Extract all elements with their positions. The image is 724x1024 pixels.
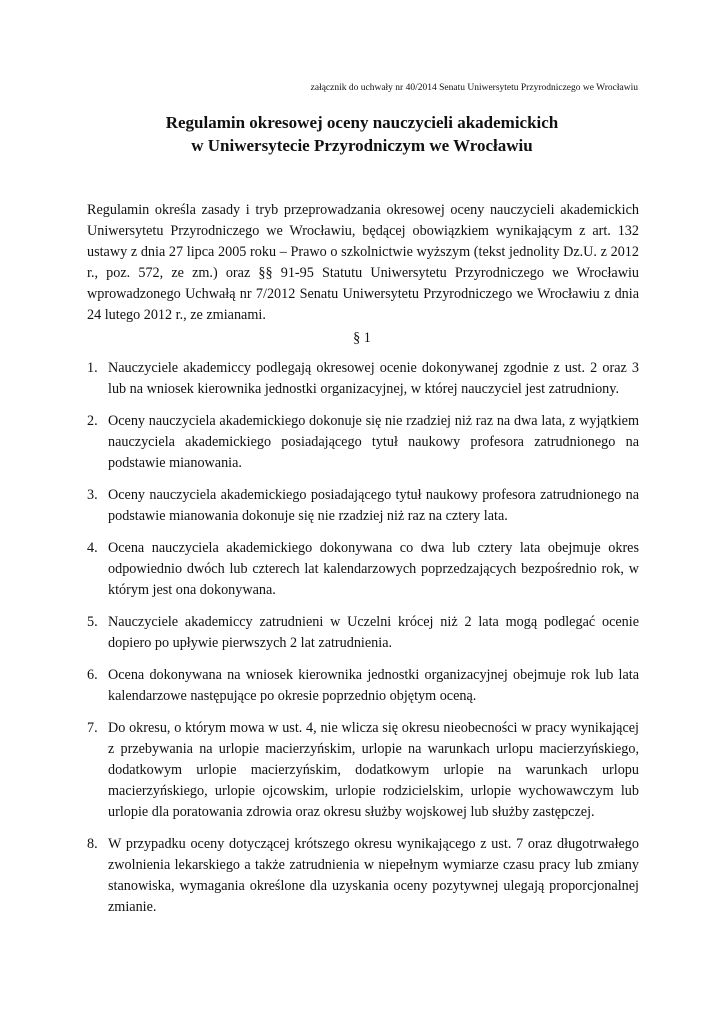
list-item [87,834,639,918]
paragraph-mark: § 1 [353,330,371,346]
item-text: Ocena nauczyciela akademickiego dokonywana co dwa lub cztery lata obejmuje okres odpowiednio dwóch lub czterech lat kalendarzowych poprzedzających bezpośrednio rok, w którym jest ona dokonywana. [108,540,639,598]
item-number: 7. [87,720,98,736]
item-text: W przypadku oceny dotyczącej krótszego okresu wynikającego z ust. 7 oraz długotrwałego zwolnienia lekarskiego a także zatrudnienia w niepełnym wymiarze czasu pracy lub zmiany stanowiska, wymagania określone dla uzyskania oceny pozytywnej ulegają proporcjonalnej zmianie. [108,836,639,915]
item-number: 3. [87,487,98,503]
item-text: Oceny nauczyciela akademickiego posiadającego tytuł naukowy profesora zatrudnionego na podstawie mianowania dokonuje się nie rzadziej niż raz na cztery lata. [108,487,639,524]
item-text: Do okresu, o którym mowa w ust. 4, nie wlicza się okresu nieobecności w pracy wynikającej z przebywania na urlopie macierzyńskim, urlopie na warunkach urlopu macierzyńskiego, dodatkowym urlopie macierzyńskim, dodatkowym urlopie na warunkach urlopu macierzyńskiego, urlopie ojcowskim, urlopie rodzicielskim, urlopie wychowawczym lub urlopie dla poratowania zdrowia oraz okresu służby wojskowej lub służby zastępczej. [108,720,639,820]
list-item [87,411,639,474]
item-number: 4. [87,540,98,556]
list-item [87,485,639,527]
item-text: Oceny nauczyciela akademickiego dokonuje się nie rzadziej niż raz na dwa lata, z wyjątkiem nauczyciela akademickiego posiadającego tytuł naukowy profesora zatrudnionego na podstawie mianowania. [108,413,639,471]
item-number: 1. [87,360,98,376]
annex-note: załącznik do uchwały nr 40/2014 Senatu Uniwersytetu Przyrodniczego we Wrocławiu [310,83,638,93]
document-title [60,111,664,157]
item-number: 5. [87,614,98,630]
list-item [87,612,639,654]
list-item [87,538,639,601]
list-item [87,665,639,707]
provisions-list [87,358,639,929]
item-text: Nauczyciele akademiccy zatrudnieni w Uczelni krócej niż 2 lata mogą podlegać ocenie dopiero po upływie pierwszych 2 lat zatrudnienia. [108,614,639,651]
item-number: 6. [87,667,98,683]
title-line-1: Regulamin okresowej oceny nauczycieli akademickich [165,113,559,132]
item-text: Ocena dokonywana na wniosek kierownika jednostki organizacyjnej obejmuje rok lub lata kalendarzowe następujące po okresie poprzednio objętym oceną. [108,667,639,704]
intro-paragraph: Regulamin określa zasady i tryb przeprowadzania okresowej oceny nauczycieli akademickich Uniwersytetu Przyrodniczego we Wrocławiu, będącej obowiązkiem wynikającym z art. 132 ustawy z dnia 27 lipca 2005 roku – Prawo o szkolnictwie wyższym (tekst jednolity Dz.U. z 2012 r., poz. 572, ze zm.) oraz §§ 91-95 Statutu Uniwersytetu Przyrodniczego we Wrocławiu wprowadzonego Uchwałą nr 7/2012 Senatu Uniwersytetu Przyrodniczego we Wrocławiu z dnia 24 lutego 2012 r., ze zmianami. [87,202,639,323]
list-item [87,718,639,823]
list-item [87,358,639,400]
item-number: 8. [87,836,98,852]
item-text: Nauczyciele akademiccy podlegają okresowej ocenie dokonywanej zgodnie z ust. 2 oraz 3 lub na wniosek kierownika jednostki organizacyjnej, w której nauczyciel jest zatrudniony. [108,360,639,397]
item-number: 2. [87,413,98,429]
title-line-2: w Uniwersytecie Przyrodniczym we Wrocławiu [191,136,533,155]
